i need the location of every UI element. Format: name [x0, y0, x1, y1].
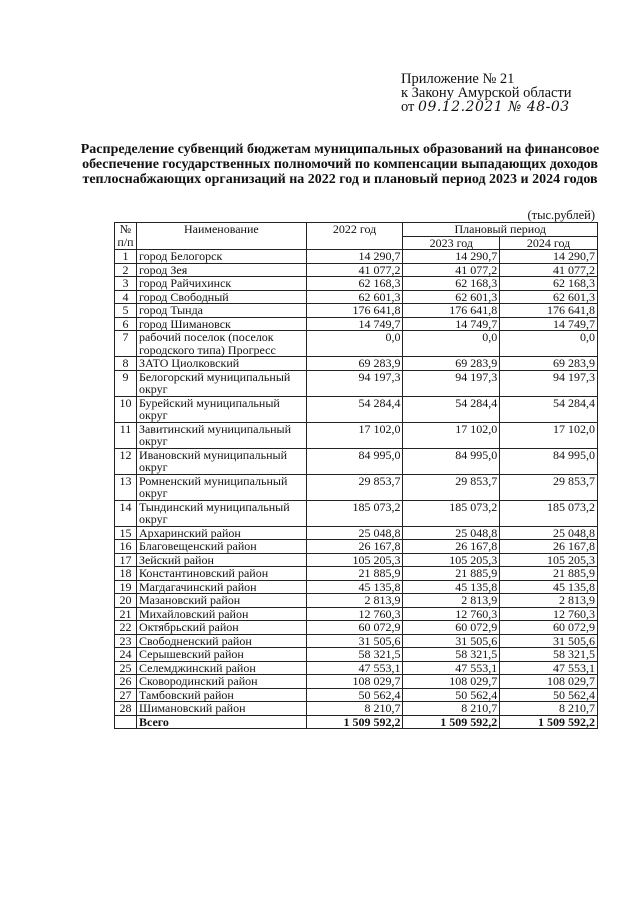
row-number: 21 — [115, 607, 137, 621]
value-2024: 185 073,2 — [500, 500, 598, 526]
row-name: город Белогорск — [136, 250, 306, 264]
table-row — [115, 702, 598, 716]
value-2023: 58 321,5 — [403, 648, 500, 662]
value-2023: 69 283,9 — [403, 357, 500, 371]
value-2022: 105 205,3 — [306, 553, 403, 567]
value-2024: 29 853,7 — [500, 474, 598, 500]
value-2023: 25 048,8 — [403, 526, 500, 540]
value-2023: 62 168,3 — [403, 277, 500, 291]
col-header-name: Наименование — [136, 223, 306, 250]
value-2024: 54 284,4 — [500, 396, 598, 422]
value-2024: 62 601,3 — [500, 290, 598, 304]
row-name: Архаринский район — [136, 526, 306, 540]
table-row — [115, 567, 598, 581]
value-2024: 47 553,1 — [500, 661, 598, 675]
units-label: (тыс.рублей) — [527, 208, 595, 222]
col-header-2022: 2022 год — [306, 223, 403, 250]
value-2022: 17 102,0 — [306, 422, 403, 448]
value-2022: 47 553,1 — [306, 661, 403, 675]
table-row — [115, 290, 598, 304]
col-header-number — [115, 223, 137, 250]
row-number: 15 — [115, 526, 137, 540]
row-name: Магдагачинский район — [136, 580, 306, 594]
row-number: 2 — [115, 263, 137, 277]
row-name: Свободненский район — [136, 634, 306, 648]
value-2022: 41 077,2 — [306, 263, 403, 277]
table-row — [115, 526, 598, 540]
row-number: 28 — [115, 702, 137, 716]
table-row — [115, 474, 598, 500]
row-number: 23 — [115, 634, 137, 648]
value-2023: 47 553,1 — [403, 661, 500, 675]
table-row — [115, 634, 598, 648]
row-number: 16 — [115, 540, 137, 554]
value-2023: 108 029,7 — [403, 675, 500, 689]
value-2022: 31 505,6 — [306, 634, 403, 648]
appendix-date-prefix: от — [401, 99, 415, 115]
total-label: Всего — [136, 715, 306, 729]
value-2022: 69 283,9 — [306, 357, 403, 371]
appendix-number: Приложение № 21 — [401, 71, 515, 87]
row-number: 10 — [115, 396, 137, 422]
value-2024: 84 995,0 — [500, 448, 598, 474]
value-2024: 21 885,9 — [500, 567, 598, 581]
row-number: 13 — [115, 474, 137, 500]
row-name: Зейский район — [136, 553, 306, 567]
value-2024: 0,0 — [500, 331, 598, 357]
value-2024: 26 167,8 — [500, 540, 598, 554]
row-number: 12 — [115, 448, 137, 474]
value-2023: 54 284,4 — [403, 396, 500, 422]
value-2022: 14 290,7 — [306, 250, 403, 264]
row-name: Бурейский муниципальный округ — [136, 396, 306, 422]
value-2024: 105 205,3 — [500, 553, 598, 567]
row-number: 5 — [115, 304, 137, 318]
value-2023: 26 167,8 — [403, 540, 500, 554]
value-2022: 176 641,8 — [306, 304, 403, 318]
value-2022: 29 853,7 — [306, 474, 403, 500]
value-2022: 185 073,2 — [306, 500, 403, 526]
value-2022: 58 321,5 — [306, 648, 403, 662]
row-name: Тамбовский район — [136, 688, 306, 702]
value-2022: 108 029,7 — [306, 675, 403, 689]
row-name: Михайловский район — [136, 607, 306, 621]
row-number: 7 — [115, 331, 137, 357]
row-name: город Райчихинск — [136, 277, 306, 291]
document-title: Распределение субвенций бюджетам муниципальных образований на финансовое обеспечение государственных полномочий по компенсации выпадающих доходов теплоснабжающих организаций на 2022 год и плановый период 2023 и 2024 годов — [80, 142, 600, 187]
table-row — [115, 370, 598, 396]
value-2024: 58 321,5 — [500, 648, 598, 662]
table-row — [115, 263, 598, 277]
row-name: Серышевский район — [136, 648, 306, 662]
appendix-date-line — [401, 100, 572, 114]
value-2024: 94 197,3 — [500, 370, 598, 396]
total-2023: 1 509 592,2 — [403, 715, 500, 729]
table-row — [115, 621, 598, 635]
value-2022: 21 885,9 — [306, 567, 403, 581]
row-name: город Тында — [136, 304, 306, 318]
table-row — [115, 661, 598, 675]
value-2022: 62 601,3 — [306, 290, 403, 304]
value-2024: 60 072,9 — [500, 621, 598, 635]
row-number: 27 — [115, 688, 137, 702]
row-name: Благовещенский район — [136, 540, 306, 554]
value-2024: 2 813,9 — [500, 594, 598, 608]
value-2024: 14 749,7 — [500, 317, 598, 331]
subventions-table — [114, 222, 598, 729]
value-2022: 94 197,3 — [306, 370, 403, 396]
value-2022: 50 562,4 — [306, 688, 403, 702]
value-2023: 14 290,7 — [403, 250, 500, 264]
table-row — [115, 331, 598, 357]
row-name: Белогорский муниципальный округ — [136, 370, 306, 396]
value-2024: 176 641,8 — [500, 304, 598, 318]
value-2023: 185 073,2 — [403, 500, 500, 526]
row-name: Селемджинский район — [136, 661, 306, 675]
row-name: ЗАТО Циолковский — [136, 357, 306, 371]
value-2023: 21 885,9 — [403, 567, 500, 581]
table-row — [115, 580, 598, 594]
table-row — [115, 675, 598, 689]
row-number: 4 — [115, 290, 137, 304]
col-header-2023: 2023 год — [403, 236, 500, 250]
row-number: 1 — [115, 250, 137, 264]
value-2024: 50 562,4 — [500, 688, 598, 702]
row-number: 19 — [115, 580, 137, 594]
value-2023: 31 505,6 — [403, 634, 500, 648]
table-row — [115, 422, 598, 448]
value-2023: 2 813,9 — [403, 594, 500, 608]
row-name: Сковородинский район — [136, 675, 306, 689]
row-number: 26 — [115, 675, 137, 689]
value-2023: 50 562,4 — [403, 688, 500, 702]
row-name: Константиновский район — [136, 567, 306, 581]
table-row — [115, 553, 598, 567]
row-number: 17 — [115, 553, 137, 567]
value-2024: 62 168,3 — [500, 277, 598, 291]
value-2024: 45 135,8 — [500, 580, 598, 594]
table-header-row — [115, 223, 598, 237]
table-row — [115, 594, 598, 608]
value-2022: 54 284,4 — [306, 396, 403, 422]
row-name: Октябрьский район — [136, 621, 306, 635]
row-name: Тындинский муниципальный округ — [136, 500, 306, 526]
row-name: Мазановский район — [136, 594, 306, 608]
table-row — [115, 277, 598, 291]
value-2024: 69 283,9 — [500, 357, 598, 371]
row-name: рабочий поселок (поселок городского типа) Прогресс — [136, 331, 306, 357]
value-2023: 41 077,2 — [403, 263, 500, 277]
value-2022: 84 995,0 — [306, 448, 403, 474]
table-body — [115, 250, 598, 729]
value-2024: 41 077,2 — [500, 263, 598, 277]
row-name: Ивановский муниципальный округ — [136, 448, 306, 474]
table-row — [115, 648, 598, 662]
value-2023: 45 135,8 — [403, 580, 500, 594]
row-number: 18 — [115, 567, 137, 581]
value-2023: 29 853,7 — [403, 474, 500, 500]
row-number: 8 — [115, 357, 137, 371]
value-2023: 84 995,0 — [403, 448, 500, 474]
row-number: 9 — [115, 370, 137, 396]
value-2024: 31 505,6 — [500, 634, 598, 648]
value-2024: 108 029,7 — [500, 675, 598, 689]
table-row — [115, 500, 598, 526]
value-2022: 25 048,8 — [306, 526, 403, 540]
row-name: город Свободный — [136, 290, 306, 304]
row-number: 6 — [115, 317, 137, 331]
table-row — [115, 607, 598, 621]
value-2023: 62 601,3 — [403, 290, 500, 304]
table-row — [115, 317, 598, 331]
row-name: город Шимановск — [136, 317, 306, 331]
total-number-cell — [115, 715, 137, 729]
value-2022: 62 168,3 — [306, 277, 403, 291]
handwritten-date-number: 09.12.2021 № 48-03 — [418, 99, 570, 115]
table-row — [115, 357, 598, 371]
value-2023: 14 749,7 — [403, 317, 500, 331]
value-2023: 8 210,7 — [403, 702, 500, 716]
row-name: Ромненский муниципальный округ — [136, 474, 306, 500]
row-number: 25 — [115, 661, 137, 675]
table-row — [115, 448, 598, 474]
value-2023: 0,0 — [403, 331, 500, 357]
row-name: город Зея — [136, 263, 306, 277]
row-number: 22 — [115, 621, 137, 635]
value-2023: 12 760,3 — [403, 607, 500, 621]
row-number: 14 — [115, 500, 137, 526]
value-2023: 17 102,0 — [403, 422, 500, 448]
appendix-header — [401, 72, 572, 114]
row-number: 3 — [115, 277, 137, 291]
value-2023: 105 205,3 — [403, 553, 500, 567]
col-header-2024: 2024 год — [500, 236, 598, 250]
row-number: 20 — [115, 594, 137, 608]
total-row — [115, 715, 598, 729]
value-2023: 176 641,8 — [403, 304, 500, 318]
table-row — [115, 250, 598, 264]
value-2022: 26 167,8 — [306, 540, 403, 554]
col-header-number-line1: № — [119, 222, 132, 236]
table-row — [115, 396, 598, 422]
appendix-law: к Закону Амурской области — [401, 85, 572, 101]
row-name: Шимановский район — [136, 702, 306, 716]
value-2023: 60 072,9 — [403, 621, 500, 635]
value-2022: 0,0 — [306, 331, 403, 357]
value-2022: 60 072,9 — [306, 621, 403, 635]
value-2024: 14 290,7 — [500, 250, 598, 264]
table-row — [115, 540, 598, 554]
table-row — [115, 304, 598, 318]
table-row — [115, 688, 598, 702]
row-name: Завитинский муниципальный округ — [136, 422, 306, 448]
value-2022: 45 135,8 — [306, 580, 403, 594]
col-header-number-line2: п/п — [117, 234, 134, 249]
value-2024: 12 760,3 — [500, 607, 598, 621]
value-2023: 94 197,3 — [403, 370, 500, 396]
row-number: 11 — [115, 422, 137, 448]
value-2024: 25 048,8 — [500, 526, 598, 540]
value-2022: 14 749,7 — [306, 317, 403, 331]
total-2024: 1 509 592,2 — [500, 715, 598, 729]
value-2022: 8 210,7 — [306, 702, 403, 716]
row-number: 24 — [115, 648, 137, 662]
value-2022: 12 760,3 — [306, 607, 403, 621]
value-2024: 8 210,7 — [500, 702, 598, 716]
value-2022: 2 813,9 — [306, 594, 403, 608]
value-2024: 17 102,0 — [500, 422, 598, 448]
col-header-planned: Плановый период — [403, 223, 598, 237]
total-2022: 1 509 592,2 — [306, 715, 403, 729]
